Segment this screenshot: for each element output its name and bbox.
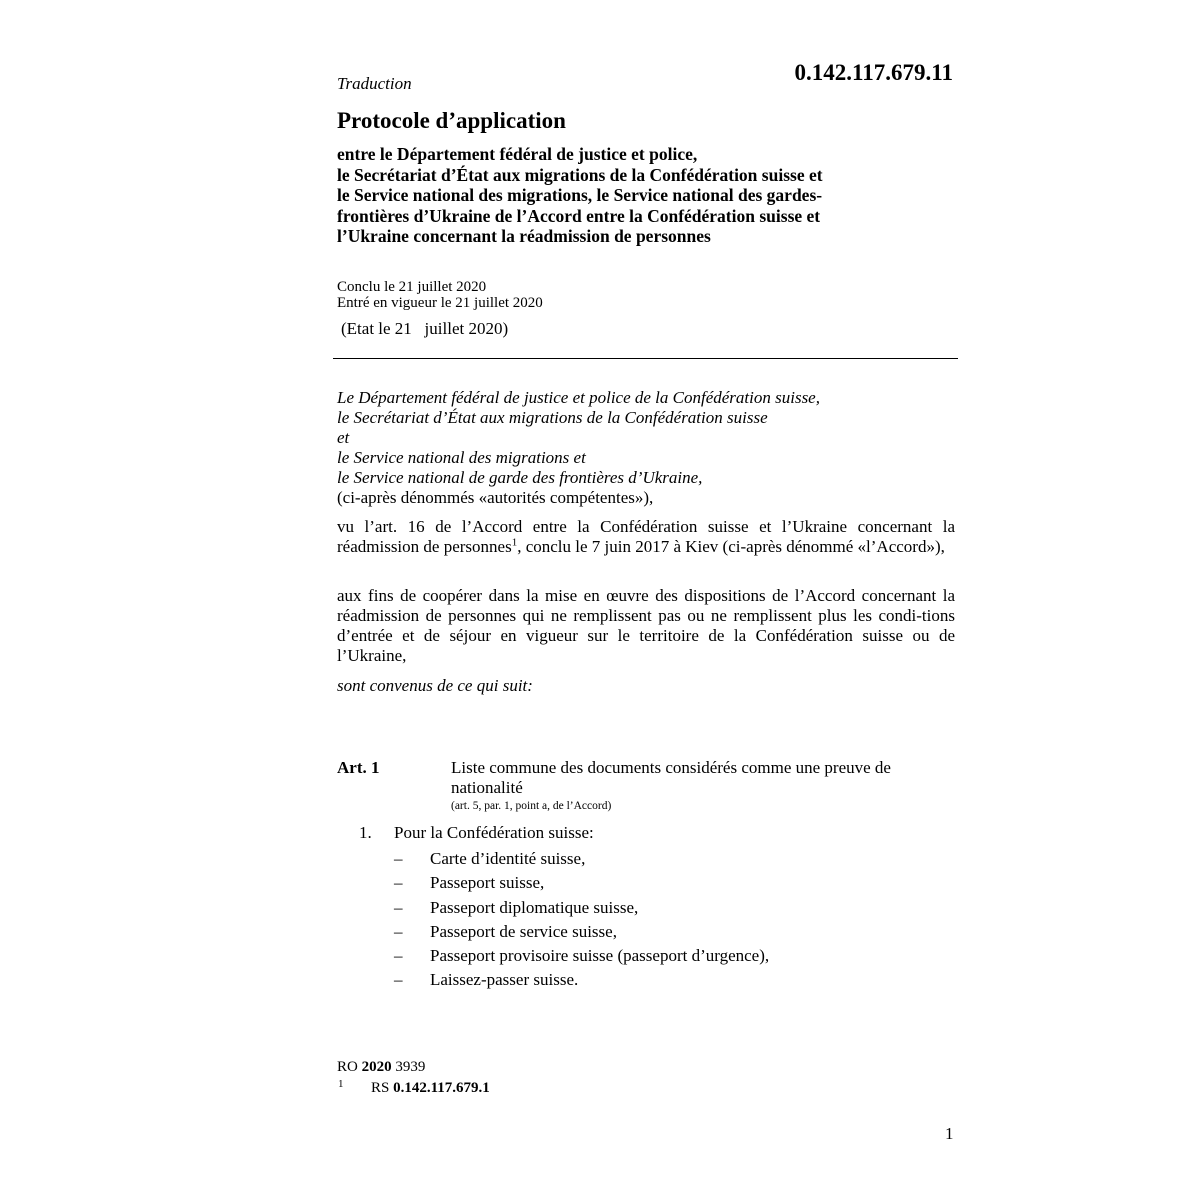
list-item-text: Passeport diplomatique suisse, [430, 897, 639, 917]
party-line: le Service national des migrations et [337, 448, 586, 467]
party-line: et [337, 428, 350, 447]
dash-bullet: – [394, 921, 403, 941]
entry-into-force-date: Entré en vigueur le 21 juillet 2020 [337, 295, 543, 311]
list-item [394, 871, 769, 895]
item-label: Pour la Confédération suisse: [394, 823, 594, 842]
list-item-text: Carte d’identité suisse, [430, 849, 586, 868]
list-item-text: Passeport suisse, [430, 873, 545, 893]
dash-bullet: – [394, 897, 403, 917]
subtitle-line: frontières d’Ukraine de l’Accord entre la Confédération suisse et [337, 205, 821, 226]
dash-bullet: – [394, 946, 403, 966]
list-item-text: Laissez-passer suisse. [430, 970, 579, 990]
document-subtitle [337, 144, 917, 247]
preamble-vu [337, 517, 955, 557]
dash-bullet: – [394, 849, 403, 868]
list-item [394, 896, 769, 920]
footnote-prefix: RS [371, 1080, 390, 1096]
concluded-date: Conclu le 21 juillet 2020 [337, 279, 487, 295]
vu-text: vu l’art. 16 de l’Accord entre la Confédération suisse et l’Ukraine concernant la réadmission de personnes [337, 517, 955, 556]
party-line: le Secrétariat d’État aux migrations de la Confédération suisse [337, 408, 768, 427]
party-line: Le Département fédéral de justice et police de la Confédération suisse, [337, 388, 820, 407]
ro-year: 2020 [361, 1059, 392, 1075]
parties-note: (ci-après dénommés «autorités compétentes»), [337, 488, 654, 507]
dash-bullet: – [394, 970, 403, 990]
list-item-text: Passeport provisoire suisse (passeport d’urgence), [430, 946, 770, 966]
footnote-text [371, 1080, 490, 1097]
sr-number: 0.142.117.679.11 [794, 60, 953, 85]
status-date: (Etat le 21 juillet 2020) [341, 319, 509, 338]
subtitle-line: le Secrétariat d’État aux migrations de la Confédération suisse et [337, 164, 823, 185]
document-list [394, 847, 769, 993]
dash-bullet: – [394, 873, 403, 893]
ro-reference [337, 1059, 425, 1076]
ro-prefix: RO [337, 1059, 358, 1075]
article-title: Liste commune des documents considérés comme une preuve de nationalité [451, 758, 891, 797]
article-reference: (art. 5, par. 1, point a, de l’Accord) [451, 800, 612, 812]
header-divider [333, 358, 958, 359]
subtitle-line: entre le Département fédéral de justice et police, [337, 144, 698, 164]
list-item [394, 847, 769, 871]
footnote-sr-number: 0.142.117.679.1 [393, 1080, 490, 1096]
vu-text-continued: , conclu le 7 juin 2017 à Kiev (ci-après dénommé «l’Accord»), [517, 537, 945, 556]
preamble-agreed: sont convenus de ce qui suit: [337, 676, 533, 695]
page-number: 1 [945, 1124, 954, 1143]
list-item-text: Passeport de service suisse, [430, 921, 617, 941]
party-line: le Service national de garde des frontières d’Ukraine, [337, 468, 703, 487]
preamble-purpose: aux fins de coopérer dans la mise en œuvre des dispositions de l’Accord concernant la réadmission de personnes qui ne remplissent pas ou ne remplissent plus les condi-tions d’entrée et de séjour en vigueur sur le territoire de la Confédération suisse ou de l’Ukraine, [337, 586, 955, 665]
list-item [394, 968, 769, 992]
item-number: 1. [359, 823, 372, 842]
article-number: Art. 1 [337, 758, 380, 777]
subtitle-line: l’Ukraine concernant la réadmission de personnes [337, 226, 711, 246]
list-item [394, 944, 769, 968]
preamble-parties [337, 388, 955, 508]
list-item [394, 920, 769, 944]
document-title: Protocole d’application [337, 108, 566, 133]
footnote-reference[interactable]: 1 [511, 536, 518, 549]
footnote-marker: 1 [338, 1078, 344, 1090]
translation-label: Traduction [337, 74, 412, 93]
ro-page: 3939 [395, 1059, 426, 1075]
subtitle-line: le Service national des migrations, le Service national des gardes- [337, 185, 823, 205]
